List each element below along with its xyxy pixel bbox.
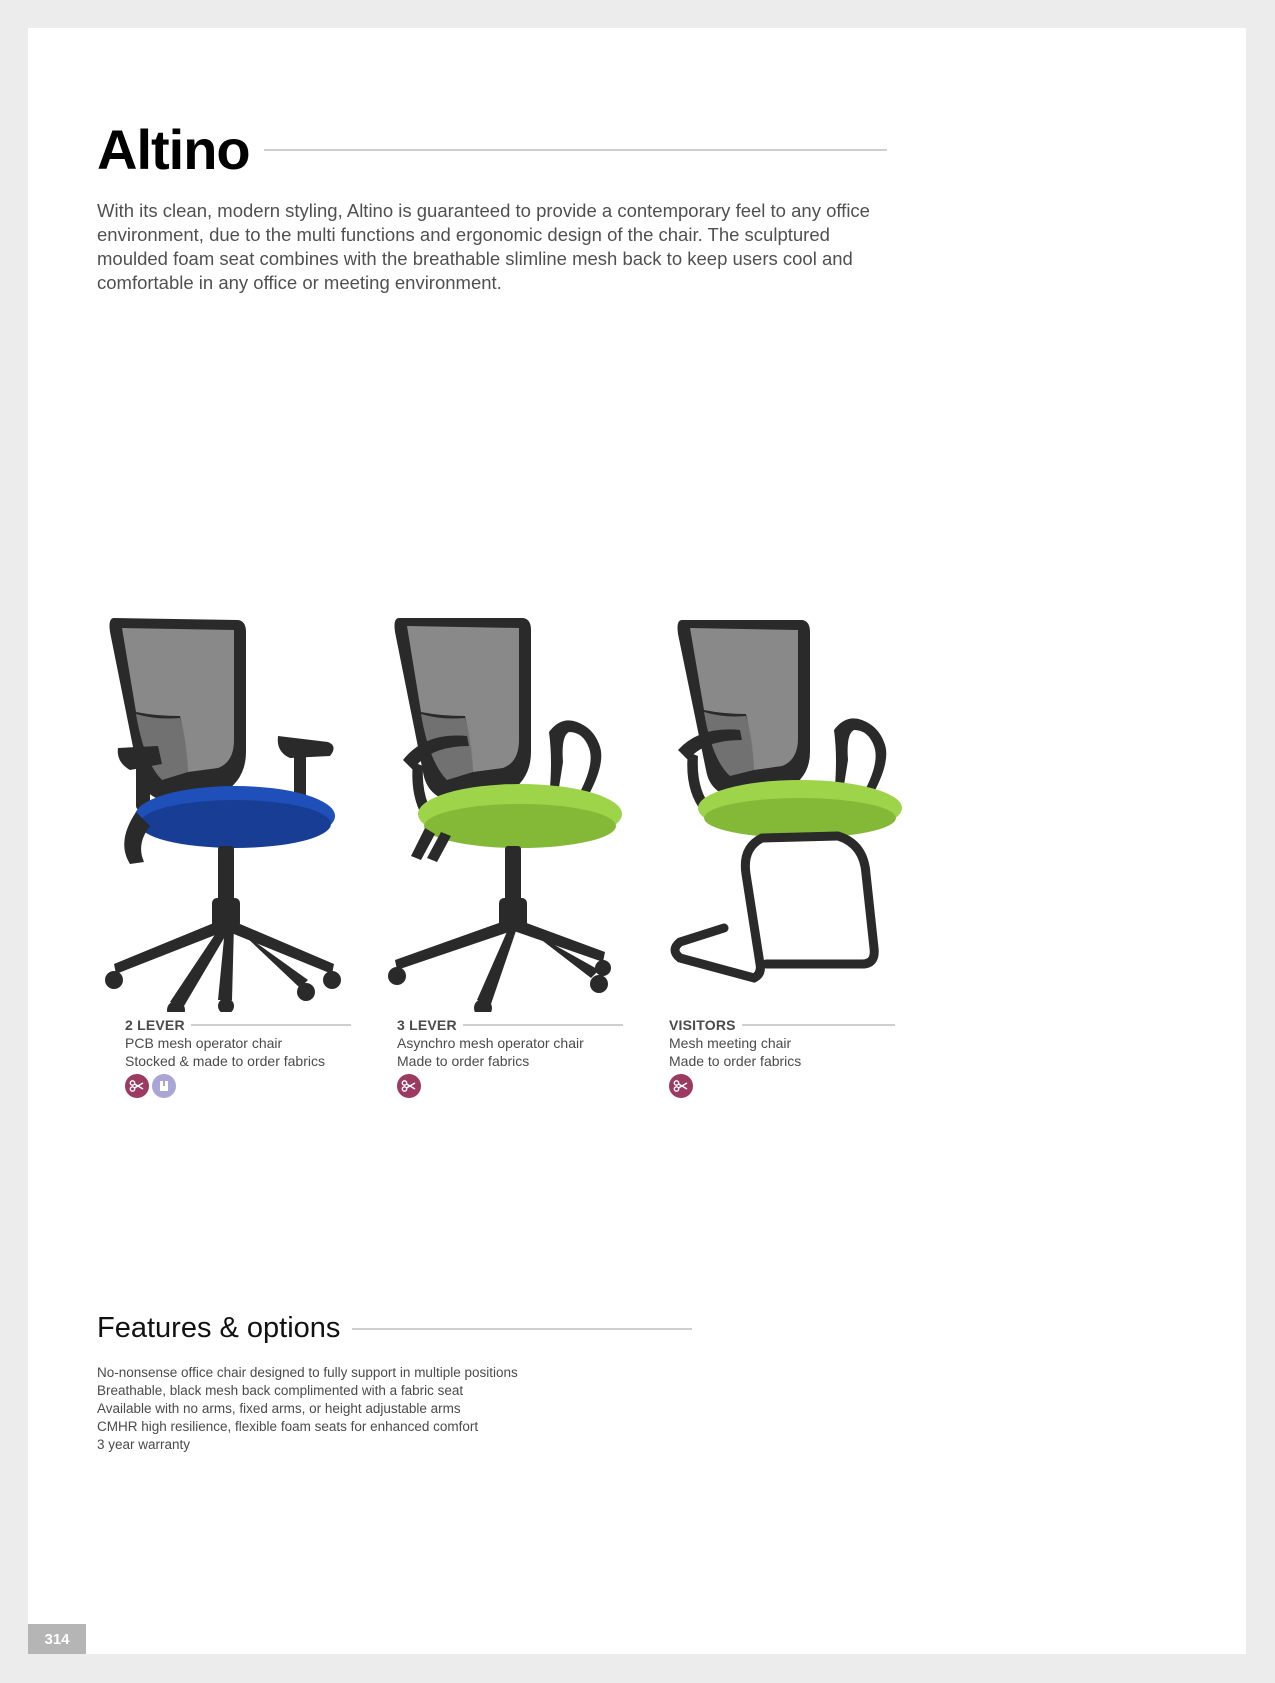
product-fabric-note: Made to order fabrics	[669, 1053, 802, 1069]
feature-item: Available with no arms, fixed arms, or height adjustable arms	[97, 1401, 461, 1416]
product-2-lever	[125, 1016, 351, 1098]
product-header	[669, 1016, 895, 1034]
features-list	[97, 1364, 518, 1454]
product-badges	[397, 1074, 623, 1098]
product-name: 2 LEVER	[125, 1017, 185, 1033]
product-divider	[742, 1024, 895, 1026]
product-description: Mesh meeting chair	[669, 1035, 792, 1051]
stock-icon	[152, 1074, 176, 1098]
product-fabric-note: Made to order fabrics	[397, 1053, 530, 1069]
scissors-icon	[669, 1074, 693, 1098]
feature-item: 3 year warranty	[97, 1437, 191, 1452]
product-header	[397, 1016, 623, 1034]
product-badges	[669, 1074, 895, 1098]
scissors-icon	[125, 1074, 149, 1098]
page-title: Altino	[97, 118, 250, 181]
features-divider	[352, 1328, 692, 1330]
title-divider	[264, 149, 887, 151]
page-number: 314	[28, 1624, 86, 1654]
feature-item: No-nonsense office chair designed to fully support in multiple positions	[97, 1365, 518, 1380]
product-3-lever	[397, 1016, 623, 1098]
product-name: VISITORS	[669, 1017, 736, 1033]
product-divider	[191, 1024, 351, 1026]
product-fabric-note: Stocked & made to order fabrics	[125, 1053, 325, 1069]
feature-item: CMHR high resilience, flexible foam seats for enhanced comfort	[97, 1419, 479, 1434]
product-description: PCB mesh operator chair	[125, 1035, 283, 1051]
product-badges	[125, 1074, 351, 1098]
intro-paragraph: With its clean, modern styling, Altino is guaranteed to provide a contemporary feel to any office environment, due to the multi functions and ergonomic design of the chair. The sculptured moulded foam seat combines with the breathable slimline mesh back to keep users cool and comfortable in any office or meeting environment.	[97, 200, 870, 293]
chair-visitors-image	[670, 612, 940, 1012]
features-heading-row	[97, 1312, 692, 1345]
product-divider	[463, 1024, 623, 1026]
chair-2-lever-image	[100, 612, 370, 1012]
product-description: Asynchro mesh operator chair	[397, 1035, 584, 1051]
product-visitors	[669, 1016, 895, 1098]
chair-3-lever-image	[385, 612, 655, 1012]
product-header	[125, 1016, 351, 1034]
feature-item: Breathable, black mesh back complimented with a fabric seat	[97, 1383, 464, 1398]
scissors-icon	[397, 1074, 421, 1098]
title-row	[97, 118, 887, 182]
features-title: Features & options	[97, 1312, 341, 1344]
product-name: 3 LEVER	[397, 1017, 457, 1033]
